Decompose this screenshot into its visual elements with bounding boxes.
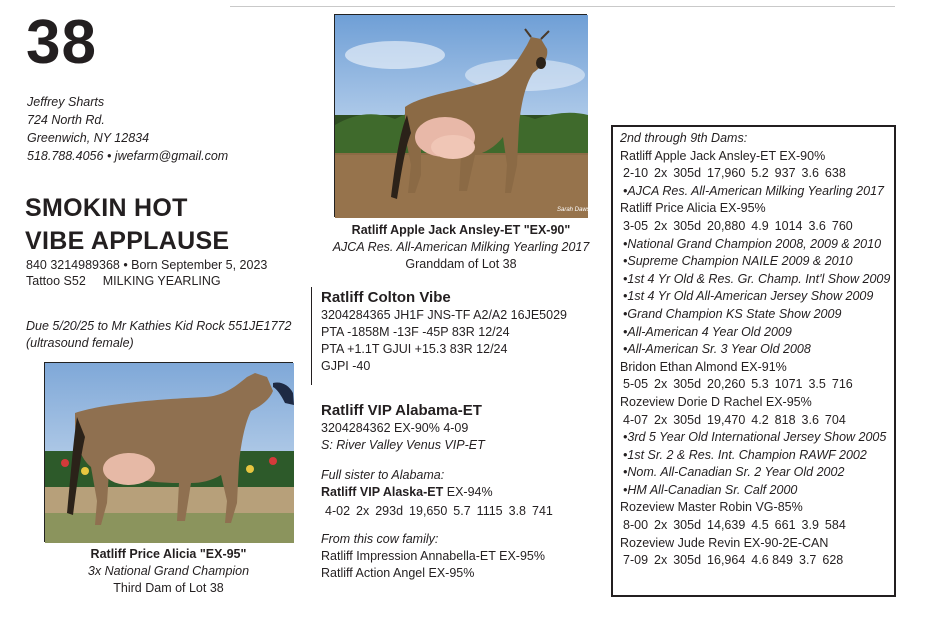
full-sister-record: [321, 503, 559, 520]
record-cell: 4.2: [751, 412, 769, 427]
record-cell: 19,470: [707, 412, 746, 427]
record-cell: 3.6: [801, 166, 819, 181]
full-sister-label: Full sister to Alabama:: [321, 468, 445, 482]
granddam-relation: Granddam of Lot 38: [405, 257, 517, 271]
third-dam-caption: [26, 546, 311, 597]
consignor-contact: 518.788.4056 • jwefarm@gmail.com: [27, 149, 229, 163]
record-cell: 3.5: [808, 377, 826, 392]
photographer-signature: Sarah Dawson: [557, 207, 597, 213]
record-cell: 5.3: [751, 377, 769, 392]
dam-award: •3rd 5 Year Old International Jersey Show 2005: [623, 430, 887, 445]
record-cell: 1071: [774, 377, 803, 392]
record-cell: 4-07: [623, 412, 649, 427]
consignor-email[interactable]: jwefarm@gmail.com: [114, 149, 229, 163]
record-cell: 7-09: [623, 553, 649, 568]
dams-title: 2nd through 9th Dams:: [620, 131, 748, 145]
dam-award: •Nom. All-Canadian Sr. 2 Year Old 2002: [623, 465, 845, 480]
record-cell: 4.9: [751, 218, 769, 233]
dam-name: Ratliff VIP Alabama-ET: [321, 402, 482, 419]
third-dam-photo: [44, 362, 293, 542]
record-cell: 305d: [673, 553, 702, 568]
record-cell: 20,260: [707, 377, 746, 392]
record-cell: 937: [774, 166, 796, 181]
sire-line1: 3204284365 JH1F JNS-TF A2/A2 16JE5029: [321, 308, 567, 322]
dams-list: [620, 130, 892, 570]
record-cell: 19,650: [409, 504, 448, 518]
granddam-name: Ratliff Apple Jack Ansley-ET "EX-90": [351, 223, 571, 237]
consignor-address: 724 North Rd.: [27, 113, 105, 127]
dam-name: Ratliff Price Alicia EX-95%: [620, 201, 766, 216]
dam-line1: 3204284362 EX-90% 4-09: [321, 421, 469, 435]
record-cell: 305d: [673, 166, 702, 181]
record-cell: 2-10: [623, 166, 649, 181]
record-cell: 2x: [654, 166, 668, 181]
third-dam-award: 3x National Grand Champion: [87, 564, 250, 578]
third-dam-cow-image: [45, 363, 294, 543]
record-cell: 293d: [375, 504, 404, 518]
animal-name-line2: VIBE APPLAUSE: [25, 227, 230, 255]
record-cell: 5.2: [751, 166, 769, 181]
record-cell: 628: [822, 553, 844, 568]
due-info: [26, 318, 291, 352]
granddam-caption: [316, 222, 606, 273]
dam-award: •All-American Sr. 3 Year Old 2008: [623, 342, 811, 357]
due-line1: Due 5/20/25 to Mr Kathies Kid Rock 551JE1772: [26, 319, 292, 333]
record-cell: 5.7: [453, 504, 471, 518]
dam-award: •1st 4 Yr Old & Res. Gr. Champ. Int'l Show 2009: [623, 271, 891, 286]
record-cell: 17,960: [707, 166, 746, 181]
dam-record: [620, 517, 892, 535]
cow-family-list: [321, 548, 545, 582]
lot-number: 38: [26, 8, 97, 77]
record-cell: 2x: [356, 504, 370, 518]
cow-family-member: Ratliff Action Angel EX-95%: [321, 566, 475, 580]
dam-award: •Supreme Champion NAILE 2009 & 2010: [623, 254, 853, 269]
record-cell: 818: [774, 412, 796, 427]
dam-record: [620, 218, 892, 236]
record-cell: 716: [831, 377, 853, 392]
record-cell: 1115: [476, 504, 503, 518]
dam-award: •All-American 4 Year Old 2009: [623, 324, 792, 339]
record-cell: 3-05: [623, 218, 649, 233]
record-cell: 16,964: [707, 553, 746, 568]
record-cell: 8-00: [623, 518, 649, 533]
tattoo-class: [26, 273, 267, 289]
dam-record: [620, 412, 892, 430]
top-rule: [230, 6, 895, 7]
cow-family-member: Ratliff Impression Annabella-ET EX-95%: [321, 549, 545, 563]
third-dam-name: Ratliff Price Alicia "EX-95": [90, 547, 247, 561]
record-cell: 305d: [673, 518, 702, 533]
sire-line2: PTA -1858M -13F -45P 83R 12/24: [321, 325, 510, 339]
third-dam-relation: Third Dam of Lot 38: [113, 581, 224, 595]
sire-line3: PTA +1.1T GJUI +15.3 83R 12/24: [321, 342, 508, 356]
dam-name: Ratliff Apple Jack Ansley-ET EX-90%: [620, 148, 826, 163]
dam-award: •HM All-Canadian Sr. Calf 2000: [623, 482, 798, 497]
consignor-name: Jeffrey Sharts: [27, 95, 105, 109]
record-cell: 14,639: [707, 518, 746, 533]
record-cell: 4.6 849: [751, 553, 793, 568]
dam-sire: S: River Valley Venus VIP-ET: [321, 438, 485, 452]
cow-family-block: [321, 531, 545, 582]
record-cell: 3.6: [808, 218, 826, 233]
sire-name: Ratliff Colton Vibe: [321, 289, 451, 306]
dam-award: •Grand Champion KS State Show 2009: [623, 306, 842, 321]
animal-name: [25, 192, 229, 258]
dam-name: Bridon Ethan Almond EX-91%: [620, 359, 787, 374]
dam-block: [321, 401, 485, 454]
record-cell: 305d: [673, 412, 702, 427]
record-cell: 20,880: [707, 218, 746, 233]
sire-divider: [311, 287, 312, 385]
record-cell: 661: [774, 518, 796, 533]
full-sister-block: [321, 467, 559, 520]
record-cell: 741: [532, 504, 553, 518]
record-cell: 4-02: [325, 504, 351, 518]
reg-born: 840 3214989368 • Born September 5, 2023: [26, 258, 268, 272]
record-cell: 3.8: [508, 504, 527, 518]
record-cell: 305d: [673, 377, 702, 392]
dam-name: Rozeview Jude Revin EX-90-2E-CAN: [620, 535, 829, 550]
dam-award: •AJCA Res. All-American Milking Yearling 2017: [623, 183, 884, 198]
animal-class: MILKING YEARLING: [102, 274, 221, 288]
record-cell: 3.9: [801, 518, 819, 533]
dam-award: •National Grand Champion 2008, 2009 & 2010: [623, 236, 882, 251]
granddam-photo: [334, 14, 597, 217]
record-cell: 1014: [774, 218, 803, 233]
record-cell: 2x: [654, 218, 668, 233]
dam-award: •1st 4 Yr Old All-American Jersey Show 2009: [623, 289, 874, 304]
dam-record: [620, 165, 892, 183]
dam-name: Rozeview Dorie D Rachel EX-95%: [620, 394, 812, 409]
record-cell: 584: [824, 518, 846, 533]
record-cell: 704: [824, 412, 846, 427]
animal-name-line1: SMOKIN HOT: [25, 194, 188, 222]
granddam-award: AJCA Res. All-American Milking Yearling 2017: [332, 240, 590, 254]
dam-record: [620, 376, 892, 394]
sire-block: [321, 288, 567, 375]
record-cell: 3.6: [801, 412, 819, 427]
due-line2: (ultrasound female): [26, 336, 134, 350]
consignor-block: [27, 93, 228, 165]
record-cell: 638: [824, 166, 846, 181]
animal-meta: [26, 257, 267, 289]
record-cell: 2x: [654, 553, 668, 568]
dam-name: Rozeview Master Robin VG-85%: [620, 500, 803, 515]
dam-record: [620, 552, 892, 570]
tattoo: Tattoo S52: [26, 274, 86, 288]
record-cell: 3.7: [799, 553, 817, 568]
record-cell: 760: [831, 218, 853, 233]
full-sister-title: [321, 484, 559, 501]
consignor-phone: 518.788.4056: [27, 149, 104, 163]
record-cell: 305d: [673, 218, 702, 233]
dam-award: •1st Sr. 2 & Res. Int. Champion RAWF 2002: [623, 447, 867, 462]
full-sister-name: Ratliff VIP Alaska-ET: [321, 485, 444, 499]
record-cell: 2x: [654, 377, 668, 392]
cow-family-label: From this cow family:: [321, 532, 439, 546]
record-cell: 5-05: [623, 377, 649, 392]
record-cell: 4.5: [751, 518, 769, 533]
granddam-cow-image: [335, 15, 597, 218]
full-sister-score: EX-94%: [443, 485, 493, 499]
record-cell: 2x: [654, 412, 668, 427]
record-cell: 2x: [654, 518, 668, 533]
sire-line4: GJPI -40: [321, 359, 371, 373]
consignor-city: Greenwich, NY 12834: [27, 131, 150, 145]
